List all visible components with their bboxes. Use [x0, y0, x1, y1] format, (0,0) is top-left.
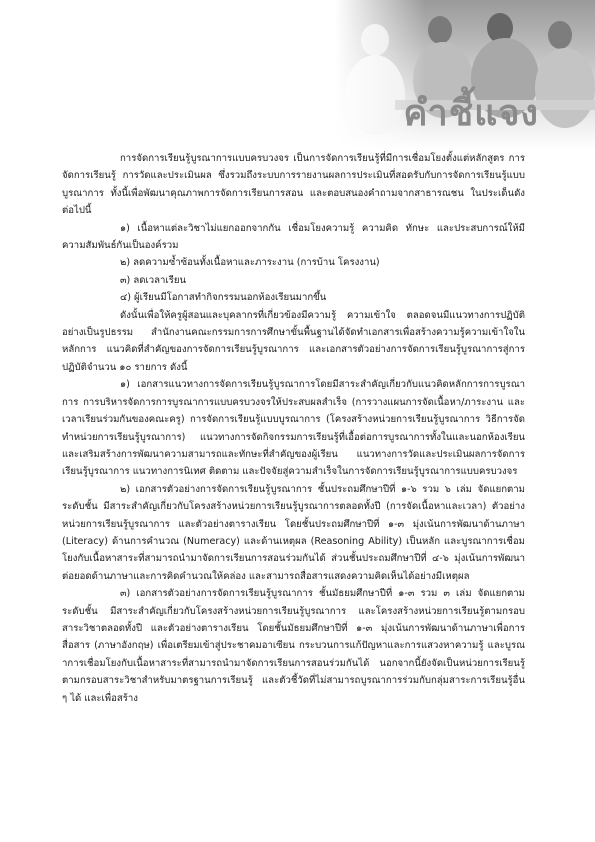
document-item: ๑) เอกสารแนวทางการจัดการเรียนรู้บูรณาการโดยมีสาระสำคัญเกี่ยวกับแนวคิดหลักการการบูรณาการ การบริหารจัดการการบูรณาการแบบครบวงจรให้ประสบผลสำเร็จ (การวางแผนการจัดเนื้อหา/ภาระงาน และเวลาเรียนร่วมกันของคณะครู) การจัดการเรียนรู้แบบบูรณาการ (โครงสร้างหน่วยการเรียนรู้บูรณาการ วิธีการจัดทำหน่วยการเรียนรู้บูรณาการ) แนวทางการจัดกิจกรรมการเรียนรู้ที่เอื้อต่อการบูรณาการทั้งในและนอกห้องเรียน และเสริมสร้างการพัฒนาความสามารถและทักษะที่สำคัญของผู้เรียน แนวทางการวัดและประเมินผลการจัดการเรียนรู้บูรณาการ แนวทางการนิเทศ ติดตาม และปัจจัยสู่ความสำเร็จในการจัดการเรียนรู้บูรณาการแบบครบวงจร — [62, 379, 525, 478]
list-item: ๒) ลดความซ้ำซ้อนทั้งเนื้อหาและภาระงาน (การบ้าน โครงงาน) — [120, 257, 380, 269]
body-paragraph: ดังนั้นเพื่อให้ครูผู้สอนและบุคลากรที่เกี่ยวข้องมีความรู้ ความเข้าใจ ตลอดจนมีแนวทางการปฏิบัติอย่างเป็นรูปธรรม สำนักงานคณะกรรมการการศึกษาขั้นพื้นฐานได้จัดทำเอกสารเพื่อสร้างความรู้ความเข้าใจในหลักการ แนวคิดที่สำคัญของการจัดการเรียนรู้บูรณาการ และเอกสารตัวอย่างการจัดการเรียนรู้บูรณาการสู่การปฏิบัติจำนวน ๑๐ รายการ ดังนี้ — [62, 309, 525, 373]
intro-paragraph: การจัดการเรียนรู้บูรณาการแบบครบวงจร เป็นการจัดการเรียนรู้ที่มีการเชื่อมโยงตั้งแต่หลักสูตร การจัดการเรียนรู้ การวัดและประเมินผล ซึ่งรวมถึงระบบการรายงานผลการประเมินที่สอดรับกับการจัดการเรียนรู้แบบบูรณาการ ทั้งนี้เพื่อพัฒนาคุณภาพการจัดการเรียนการสอน และตอบสนองคำถามจากสาธารณชน ในประเด็นดังต่อไปนี้ — [62, 153, 525, 217]
body-text — [62, 150, 525, 707]
page-title: คำชี้แจง — [403, 93, 539, 134]
list-item: ๑) เนื้อหาแต่ละวิชาไม่แยกออกจากกัน เชื่อมโยงความรู้ ความคิด ทักษะ และประสบการณ์ให้มีความสัมพันธ์กันเป็นองค์รวม — [62, 222, 525, 252]
list-item: ๓) ลดเวลาเรียน — [120, 274, 187, 286]
document-item: ๓) เอกสารตัวอย่างการจัดการเรียนรู้บูรณาการ ชั้นมัธยมศึกษาปีที่ ๑-๓ รวม ๓ เล่ม จัดแยกตามระดับชั้น มีสาระสำคัญเกี่ยวกับโครงสร้างหน่วยการเรียนรู้บูรณาการ และโครงสร้างหน่วยการเรียนรู้ตามกรอบสาระวิชาตลอดทั้งปี และตัวอย่างตารางเรียน โดยชั้นมัธยมศึกษาปีที่ ๑-๓ มุ่งเน้นการพัฒนาด้านภาษาเพื่อการสื่อสาร (ภาษาอังกฤษ) เพื่อเตรียมเข้าสู่ประชาคมอาเซียน กระบวนการแก้ปัญหาและการแสวงหาความรู้ และบูรณาการเชื่อมโยงกับเนื้อหาสาระที่สามารถนำมาจัดการเรียนการสอนร่วมกันได้ นอกจากนี้ยังจัดเป็นหน่วยการเรียนรู้ตามกรอบสาระวิชาสำหรับมาตรฐานการเรียนรู้ และตัวชี้วัดที่ไม่สามารถบูรณาการร่วมกับกลุ่มสาระการเรียนรู้อื่น ๆ ได้ และเพื่อสร้าง — [62, 588, 525, 704]
list-item: ๔) ผู้เรียนมีโอกาสทำกิจกรรมนอกห้องเรียนมากขึ้น — [120, 292, 327, 304]
document-item: ๒) เอกสารตัวอย่างการจัดการเรียนรู้บูรณาการ ชั้นประถมศึกษาปีที่ ๑-๖ รวม ๖ เล่ม จัดแยกตามระดับชั้น มีสาระสำคัญเกี่ยวกับโครงสร้างหน่วยการเรียนรู้บูรณาการตลอดทั้งปี (การจัดเนื้อหาและเวลา) ตัวอย่างหน่วยการเรียนรู้บูรณาการ และตัวอย่างตารางเรียน โดยชั้นประถมศึกษาปีที่ ๑-๓ มุ่งเน้นการพัฒนาด้านภาษา (Literacy) ด้านการคำนวณ (Numeracy) และด้านเหตุผล (Reasoning Ability) เป็นหลัก และบูรณาการเชื่อมโยงกับเนื้อหาสาระที่สามารถนำมาจัดการเรียนการสอนร่วมกันได้ ส่วนชั้นประถมศึกษาปีที่ ๔-๖ มุ่งเน้นการพัฒนาต่อยอดด้านภาษาและการคิดคำนวณให้คล่อง และสามารถสื่อสารแสดงความคิดเห็นได้อย่างมีเหตุผล — [62, 483, 525, 582]
